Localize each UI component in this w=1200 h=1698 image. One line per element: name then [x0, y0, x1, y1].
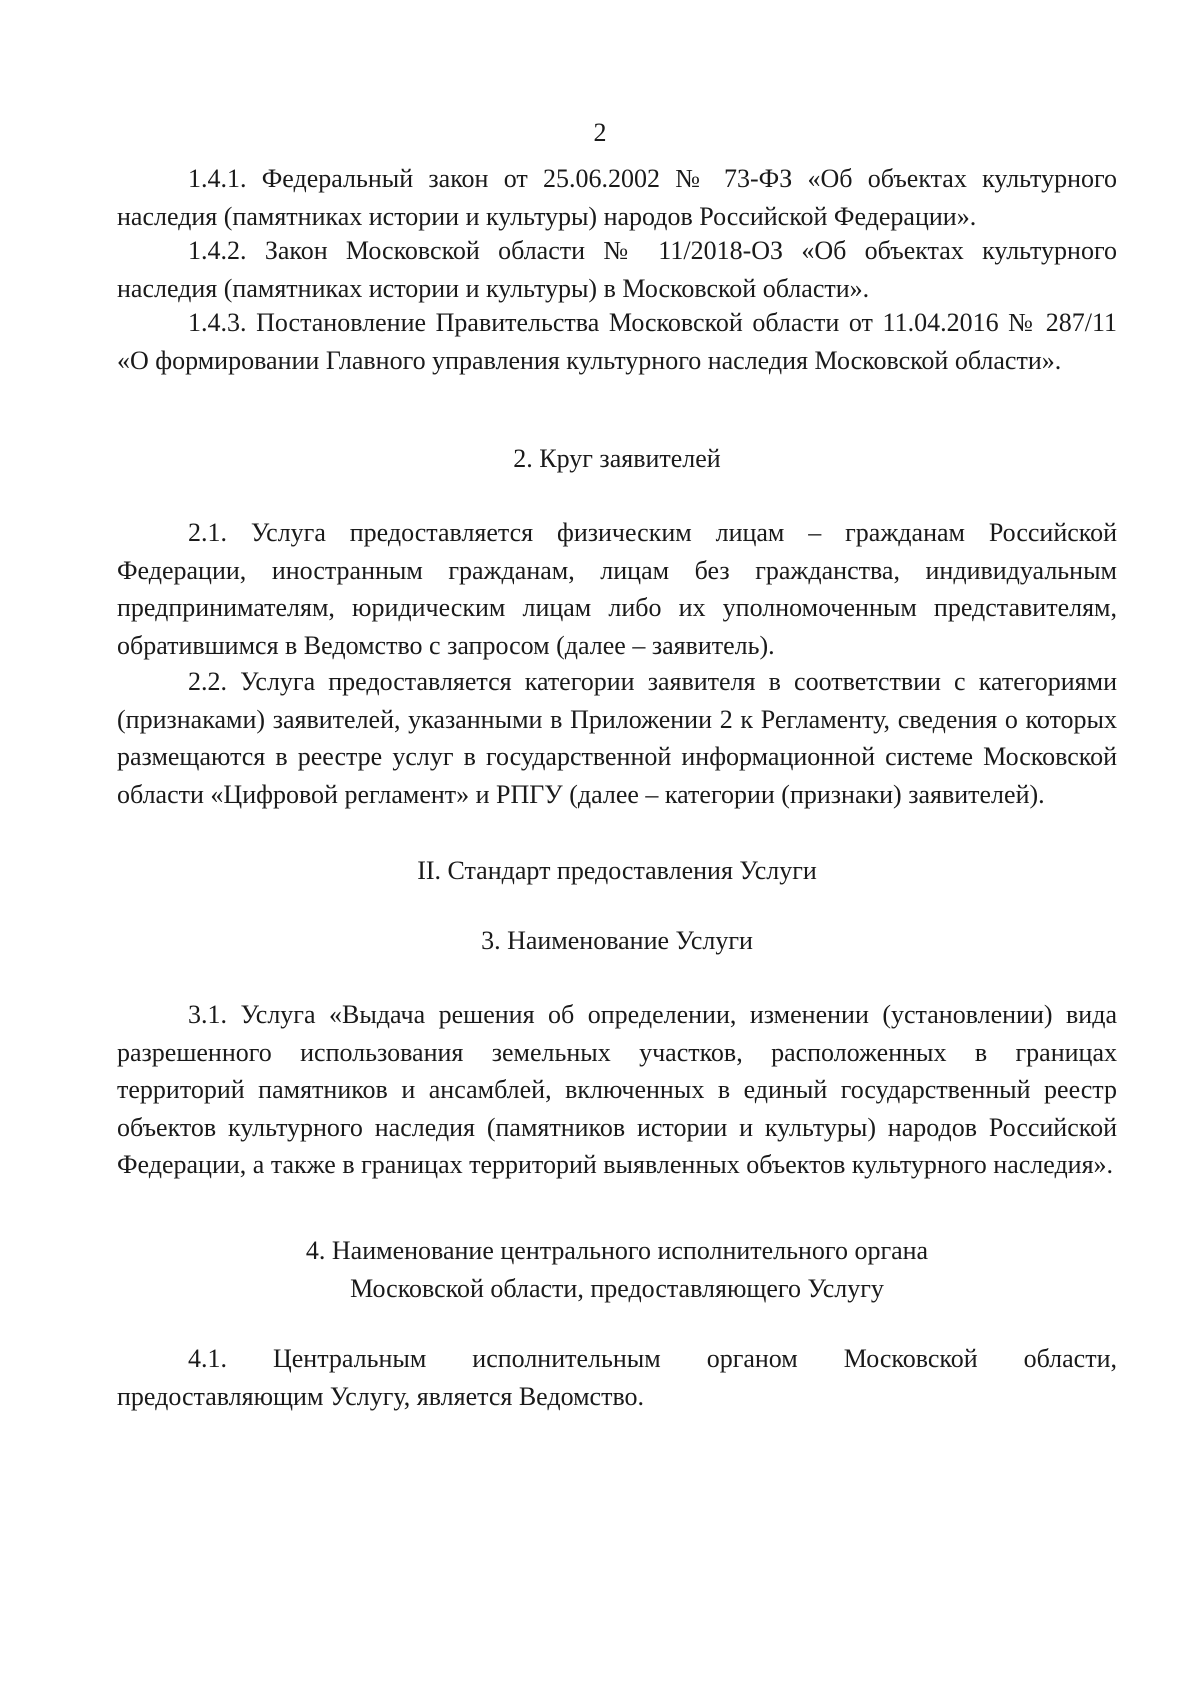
section-heading-3	[117, 922, 1117, 960]
paragraph-text: 1.4.1. Федеральный закон от 25.06.2002 № 73-ФЗ «Об объектах культурного наследия (памятниках истории и культуры) народов Российской Федерации».	[117, 164, 1117, 231]
paragraph-text: 4.1. Центральным исполнительным органом Московской области, предоставляющим Услугу, является Ведомство.	[117, 1344, 1117, 1411]
section-heading-2	[117, 440, 1117, 478]
paragraph-text: 1.4.3. Постановление Правительства Московской области от 11.04.2016 № 287/11 «О формировании Главного управления культурного наследия Московской области».	[117, 308, 1117, 375]
paragraph-text: 2.1. Услуга предоставляется физическим лицам – гражданам Российской Федерации, иностранным гражданам, лицам без гражданства, индивидуальным предпринимателям, юридическим лицам либо их уполномоченным представителям, обратившимся в Ведомство с запросом (далее – заявитель).	[117, 518, 1117, 660]
paragraph-text: 2.2. Услуга предоставляется категории заявителя в соответствии с категориями (признаками) заявителей, указанными в Приложении 2 к Регламенту, сведения о которых размещаются в реестре услуг в государственной информационной системе Московской области «Цифровой регламент» и РПГУ (далее – категории (признаки) заявителей).	[117, 667, 1117, 809]
paragraph-text: 3.1. Услуга «Выдача решения об определении, изменении (установлении) вида разрешенного использования земельных участков, расположенных в границах территорий памятников и ансамблей, включенных в единый государственный реестр объектов культурного наследия (памятников истории и культуры) народов Российской Федерации, а также в границах территорий выявленных объектов культурного наследия».	[117, 1000, 1117, 1179]
paragraph-1-4-3	[117, 304, 1117, 379]
section-heading-4	[117, 1232, 1117, 1307]
heading-line: 3. Наименование Услуги	[481, 926, 753, 955]
heading-line: 4. Наименование центрального исполнительного органа	[305, 1236, 929, 1265]
heading-line: II. Стандарт предоставления Услуги	[417, 856, 817, 885]
paragraph-2-2	[117, 663, 1117, 813]
page-number: 2	[593, 118, 607, 147]
paragraph-1-4-2	[117, 232, 1117, 307]
paragraph-4-1	[117, 1340, 1117, 1415]
heading-line: Московской области, предоставляющего Услугу	[350, 1273, 884, 1303]
paragraph-2-1	[117, 514, 1117, 664]
paragraph-3-1	[117, 996, 1117, 1184]
paragraph-text: 1.4.2. Закон Московской области № 11/2018-ОЗ «Об объектах культурного наследия (памятниках истории и культуры) в Московской области».	[117, 236, 1117, 303]
paragraph-1-4-1	[117, 160, 1117, 235]
heading-line: 2. Круг заявителей	[513, 444, 721, 473]
section-heading-II	[117, 852, 1117, 890]
